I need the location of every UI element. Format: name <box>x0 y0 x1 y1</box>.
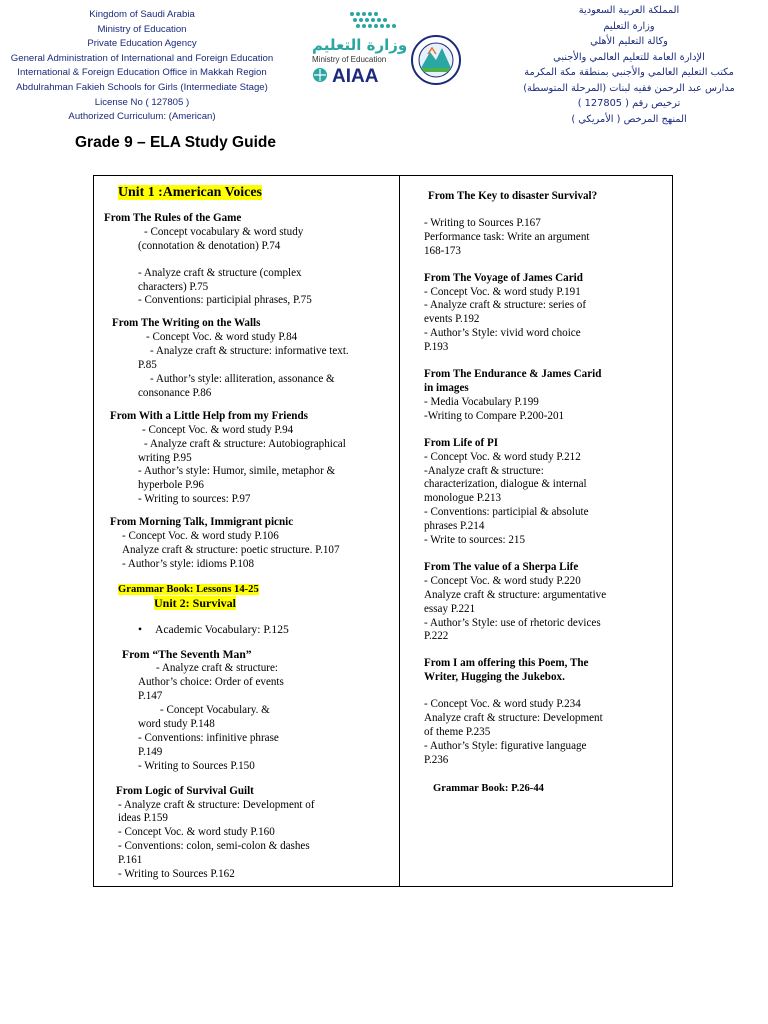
study-item: - Conventions: participial phrases, P.75 <box>138 294 312 307</box>
study-item: - Writing to Sources P.150 <box>138 759 255 772</box>
header-line: Private Education Agency <box>87 38 197 50</box>
section-heading: From With a Little Help from my Friends <box>110 409 308 422</box>
section-heading: From Morning Talk, Immigrant picnic <box>110 516 294 529</box>
section-heading: From The Key to disaster Survival? <box>428 190 598 202</box>
header-line-ar: وكالة التعليم الأهلي <box>590 36 668 47</box>
section-heading: Writer, Hugging the Jukebox. <box>424 671 565 684</box>
study-item: - Writing to Sources P.162 <box>118 868 235 881</box>
study-item: P.85 <box>138 359 157 372</box>
study-item: ideas P.159 <box>118 812 168 825</box>
study-item: - Concept Voc. & word study P.84 <box>146 331 298 344</box>
header-line: Abdulrahman Fakieh Schools for Girls (Intermediate Stage) <box>16 81 268 93</box>
column-divider <box>399 175 400 887</box>
study-item: - Concept Voc. & word study P.212 <box>424 450 581 463</box>
study-item: monologue P.213 <box>424 492 502 505</box>
study-item: P.147 <box>138 690 163 703</box>
study-item: - Author’s Style: use of rhetoric devices <box>424 616 601 629</box>
header-line-ar: وزارة التعليم <box>603 20 655 32</box>
unit1-heading: Unit 1 :American Voices <box>118 185 262 200</box>
ministry-logo-graphic <box>308 8 464 90</box>
study-item: P.149 <box>138 745 163 758</box>
study-item: characters) P.75 <box>138 280 209 293</box>
study-item: - Writing to sources: P.97 <box>138 493 251 506</box>
left-column <box>104 186 394 882</box>
study-item: - Media Vocabulary P.199 <box>424 395 539 408</box>
study-item: - Author’s Style: vivid word choice <box>424 327 581 340</box>
study-item: - Analyze craft & structure: <box>156 662 278 675</box>
study-item: - Analyze craft & structure: series of <box>424 299 587 312</box>
header-line: Authorized Curriculum: (American) <box>68 111 216 123</box>
grammar-book-note: Grammar Book: Lessons 14-25 <box>118 583 259 595</box>
study-item: - Concept Voc. & word study P.191 <box>424 285 581 298</box>
page-title: Grade 9 – ELA Study Guide <box>75 134 276 151</box>
study-item: - Concept vocabulary & word study <box>144 225 304 238</box>
section-heading: From I am offering this Poem, The <box>424 657 589 670</box>
header-arabic <box>498 3 760 127</box>
study-item: word study P.148 <box>138 718 215 730</box>
unit2-heading: Unit 2: Survival <box>154 595 237 610</box>
study-item: - Analyze craft & structure: informative text. <box>150 345 349 358</box>
study-item: Analyze craft & structure: argumentative <box>424 588 607 601</box>
study-item: Author’s choice: Order of events <box>138 676 284 689</box>
study-item: -Analyze craft & structure: <box>424 464 544 477</box>
logo-aiaa-text: AIAA <box>332 66 379 87</box>
study-item: hyperbole P.96 <box>138 479 204 492</box>
study-item: consonance P.86 <box>138 386 212 399</box>
header-line-ar: المملكة العربية السعودية <box>578 5 680 16</box>
section-heading: From Logic of Survival Guilt <box>116 784 254 797</box>
study-item: - Concept Vocabulary. & <box>160 704 270 717</box>
study-item: P.161 <box>118 854 143 867</box>
study-item: - Conventions: participial & absolute <box>424 506 589 519</box>
study-item: characterization, dialogue & internal <box>424 478 587 491</box>
study-item: - Concept Voc. & word study P.94 <box>142 423 294 436</box>
study-item: events P.192 <box>424 313 480 326</box>
study-item: (connotation & denotation) P.74 <box>138 239 281 252</box>
bullet-item <box>104 623 394 637</box>
study-item: - Analyze craft & structure (complex <box>138 266 302 279</box>
header-line: Kingdom of Saudi Arabia <box>89 9 195 20</box>
header-line-ar: المنهج المرخص ( الأمريكي ) <box>571 113 687 125</box>
study-item: phrases P.214 <box>424 520 485 533</box>
section-heading: From The Voyage of James Carid <box>424 271 583 284</box>
section-heading: From The value of a Sherpa Life <box>424 560 579 573</box>
ministry-logo <box>308 8 464 90</box>
header-line: International & Foreign Education Office in Makkah Region <box>17 67 267 79</box>
study-item: of theme P.235 <box>424 726 491 738</box>
section-heading: From The Rules of the Game <box>104 211 242 224</box>
study-item: essay P.221 <box>424 602 476 615</box>
study-item: - Conventions: colon, semi-colon & dashes <box>118 840 310 853</box>
right-column <box>424 186 664 796</box>
study-item: P.236 <box>424 753 449 766</box>
study-item: - Concept Voc. & word study P.234 <box>424 698 581 711</box>
study-item: - Writing to Sources P.167 <box>424 216 541 229</box>
study-item: - Concept Voc. & word study P.220 <box>424 574 581 587</box>
study-item: - Author’s style: idioms P.108 <box>122 557 255 570</box>
header-line: License No ( 127805 ) <box>94 96 190 108</box>
header-line: Ministry of Education <box>97 23 187 35</box>
header-line: General Administration of International and Foreign Education <box>10 52 274 64</box>
study-item: - Concept Voc. & word study P.160 <box>118 826 275 839</box>
study-item: - Author’s Style: figurative language <box>424 739 587 752</box>
study-item: P.222 <box>424 630 449 643</box>
study-item: P.193 <box>424 341 449 354</box>
study-item: writing P.95 <box>138 451 192 464</box>
study-item: - Author’s style: Humor, simile, metaphor & <box>138 465 336 478</box>
section-heading: From Life of PI <box>424 436 499 449</box>
study-item: -Writing to Compare P.200-201 <box>424 409 565 422</box>
study-item: - Write to sources: 215 <box>424 534 526 547</box>
logo-english-text: Ministry of Education <box>312 55 387 64</box>
study-item: - Conventions: infinitive phrase <box>138 731 279 744</box>
header-english <box>6 8 278 125</box>
header-line-ar: ترخيص رقم ( 127805 ) <box>577 98 681 109</box>
section-heading: From The Endurance & James Carid <box>424 368 602 381</box>
study-item: - Analyze craft & structure: Development of <box>118 798 315 811</box>
study-item: 168-173 <box>424 244 461 257</box>
section-heading: in images <box>424 381 469 394</box>
study-item: - Author’s style: alliteration, assonance & <box>150 372 335 385</box>
study-item: - Concept Voc. & word study P.106 <box>122 530 279 543</box>
header-line-ar: الإدارة العامة للتعليم العالمي والأجنبي <box>553 51 705 63</box>
academic-vocabulary: Academic Vocabulary: P.125 <box>154 622 289 636</box>
header-line-ar: مكتب التعليم العالمي والأجنبي بمنطقة مكة المكرمة <box>524 67 734 78</box>
grammar-book-note: Grammar Book: P.26-44 <box>433 782 544 794</box>
section-heading: From “The Seventh Man” <box>122 648 252 662</box>
study-item: - Analyze craft & structure: Autobiographical <box>144 437 346 450</box>
header-line-ar: مدارس عبد الرحمن فقيه لبنات (المرحلة المتوسطة) <box>523 82 735 94</box>
bullet-icon: • <box>138 622 143 636</box>
study-item: Analyze craft & structure: poetic structure. P.107 <box>122 543 340 556</box>
section-heading: From The Writing on the Walls <box>112 317 261 330</box>
study-item: Performance task: Write an argument <box>424 230 590 243</box>
logo-arabic-text: وزارة التعليم <box>312 36 408 54</box>
study-item: Analyze craft & structure: Development <box>424 712 603 725</box>
